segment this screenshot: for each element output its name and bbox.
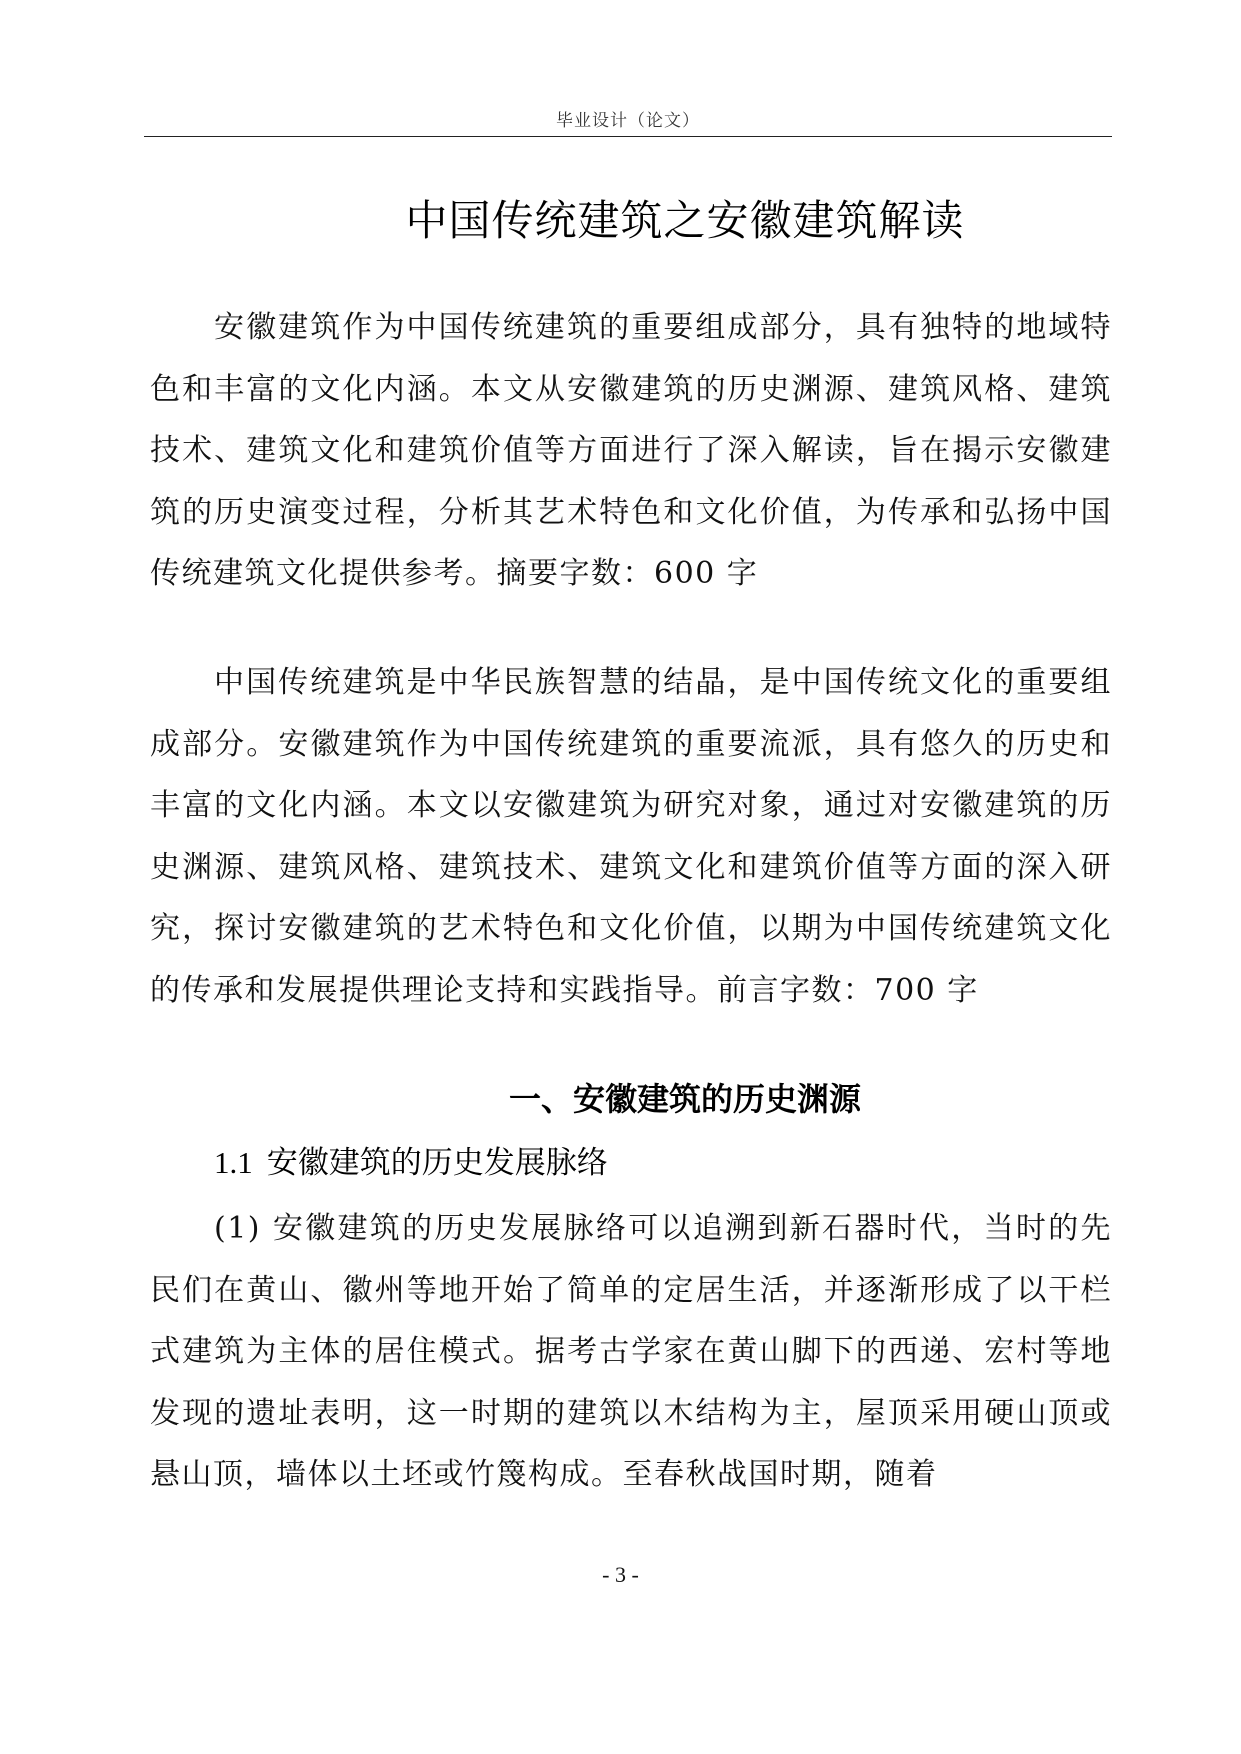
subsection-title: 安徽建筑的历史发展脉络 [266,1145,608,1181]
page-number: - 3 - [602,1562,639,1587]
section-heading: 一、安徽建筑的历史渊源 [508,1080,861,1118]
abstract-paragraph: 安徽建筑作为中国传统建筑的重要组成部分，具有独特的地域特色和丰富的文化内涵。本文从安徽建筑的历史渊源、建筑风格、建筑技术、建筑文化和建筑价值等方面进行了深入解读，旨在揭示安徽建筑的历史演变过程，分析其艺术特色和文化价值，为传承和弘扬中国传统建筑文化提供参考。摘要字数：600 字 [150,310,1112,591]
preface-paragraph: 中国传统建筑是中华民族智慧的结晶，是中国传统文化的重要组成部分。安徽建筑作为中国传统建筑的重要流派，具有悠久的历史和丰富的文化内涵。本文以安徽建筑为研究对象，通过对安徽建筑的历史渊源、建筑风格、建筑技术、建筑文化和建筑价值等方面的深入研究，探讨安徽建筑的艺术特色和文化价值，以期为中国传统建筑文化的传承和发展提供理论支持和实践指导。前言字数：700 字 [150,665,1112,1008]
document-title: 中国传统建筑之安徽建筑解读 [405,196,965,245]
header-divider [144,136,1112,137]
subsection-number: 1.1 [214,1145,253,1180]
running-header: 毕业设计（论文） [556,111,700,131]
body-paragraph: (1) 安徽建筑的历史发展脉络可以追溯到新石器时代，当时的先民们在黄山、徽州等地开始了简单的定居生活，并逐渐形成了以干栏式建筑为主体的居住模式。据考古学家在黄山脚下的西递、宏村等地发现的遗址表明，这一时期的建筑以木结构为主，屋顶采用硬山顶或悬山顶，墙体以土坯或竹篾构成。至春秋战国时期，随着 [150,1211,1112,1492]
subsection-heading [214,1137,608,1182]
